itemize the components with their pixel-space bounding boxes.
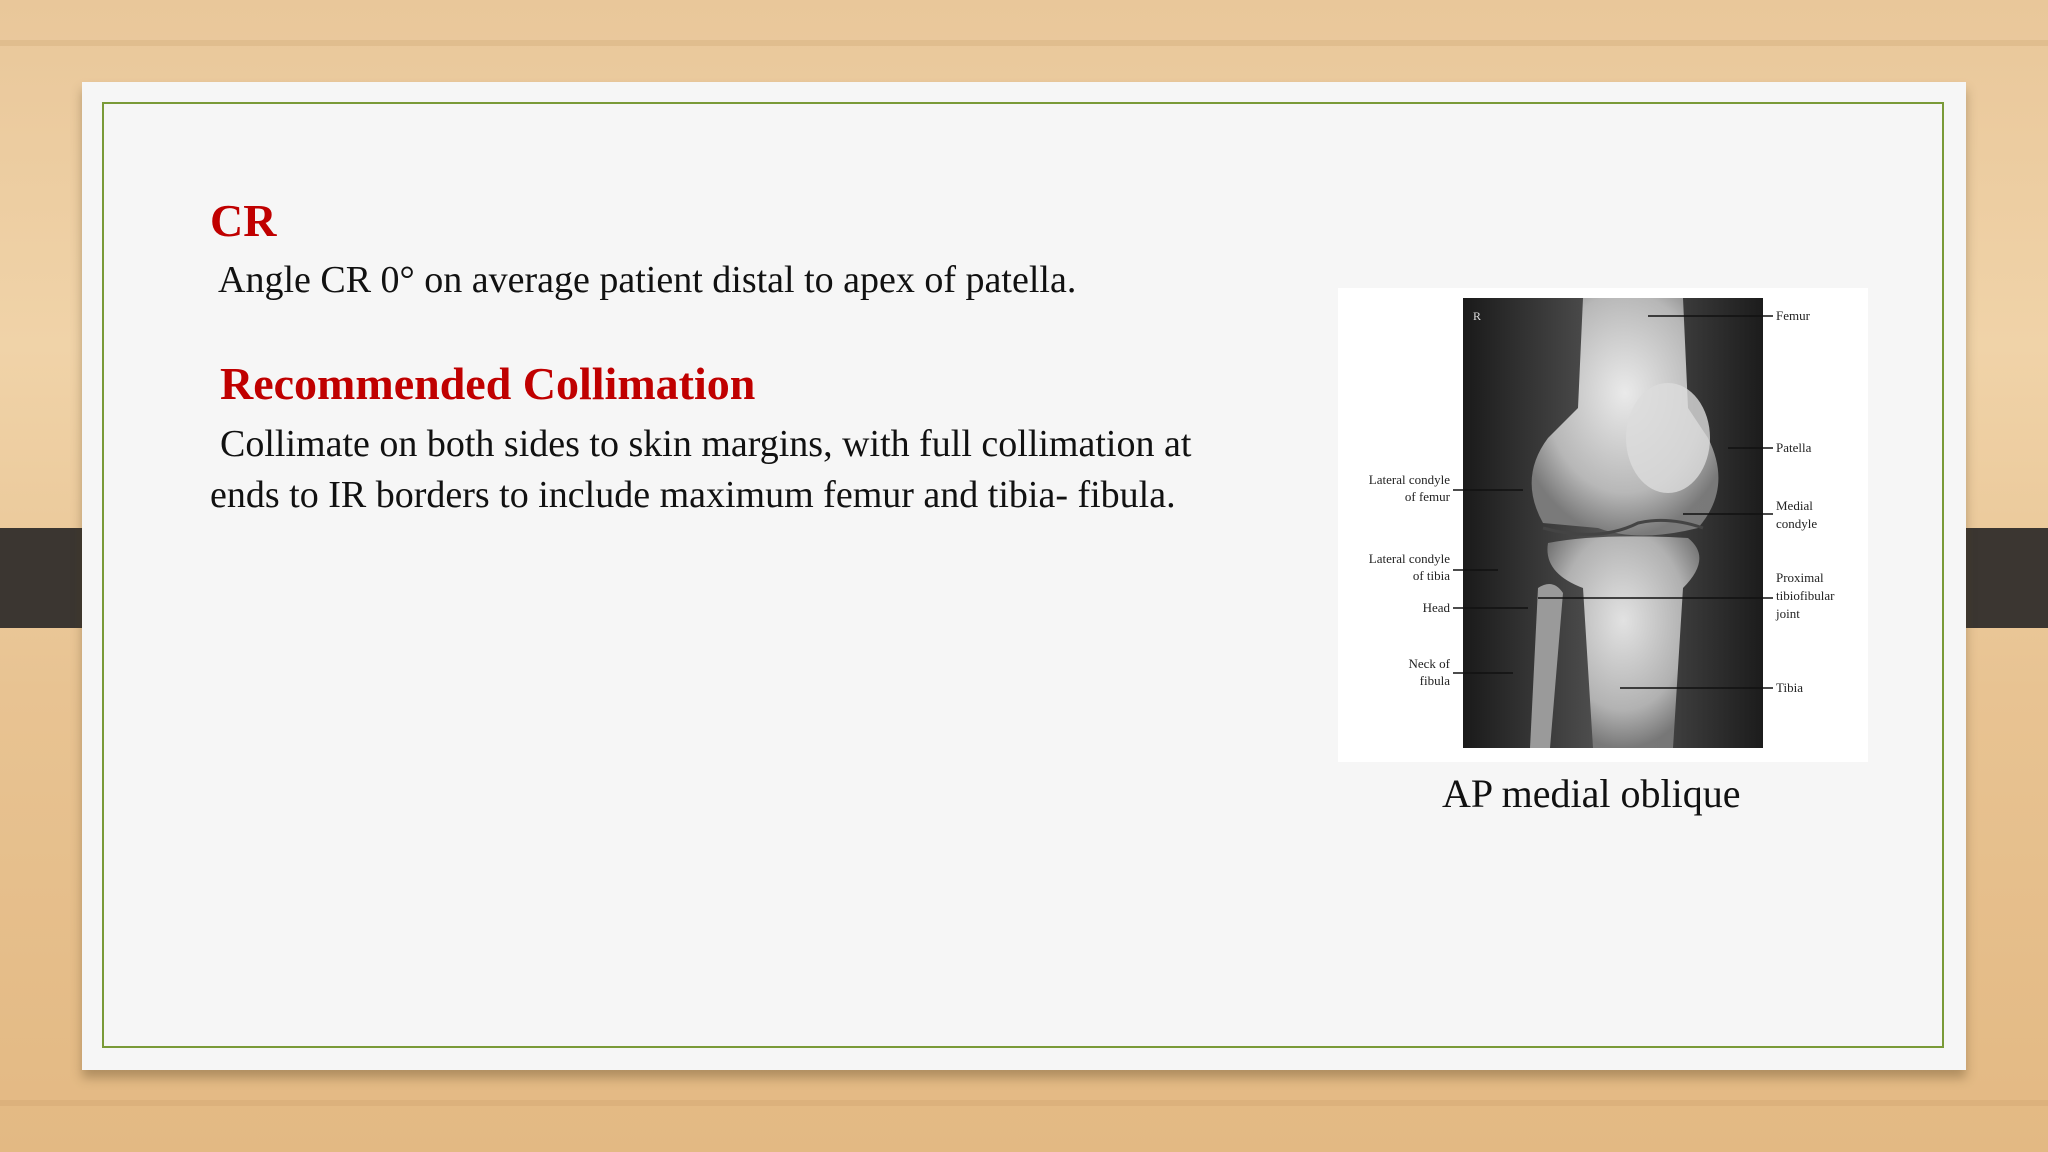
label-proximal-1: Proximal (1776, 570, 1824, 585)
label-head: Head (1422, 600, 1450, 615)
label-femur: Femur (1776, 308, 1810, 323)
label-medial-condyle-1: Medial (1776, 498, 1813, 513)
collimation-heading: Recommended Collimation (220, 358, 756, 409)
label-lat-condyle-tibia-1: Lateral condyle (1368, 551, 1450, 566)
knee-xray-figure (1338, 288, 1868, 762)
label-neck-2: fibula (1419, 673, 1450, 688)
label-neck-1: Neck of (1408, 656, 1450, 671)
label-lat-condyle-femur-1: Lateral condyle (1368, 472, 1450, 487)
figure-caption: AP medial oblique (1442, 771, 1741, 816)
cr-text: Angle CR 0° on average patient distal to apex of patella. (218, 259, 1077, 301)
label-lat-condyle-tibia-2: of tibia (1412, 568, 1450, 583)
label-patella: Patella (1776, 440, 1812, 455)
collimation-text-line2: ends to IR borders to include maximum femur and tibia- fibula. (210, 474, 1176, 516)
label-medial-condyle-2: condyle (1776, 516, 1818, 531)
collimation-text-line1: Collimate on both sides to skin margins, with full collimation at (220, 423, 1192, 465)
label-proximal-2: tibiofibular (1776, 588, 1835, 603)
wood-grain (0, 40, 2048, 46)
wood-grain (0, 1100, 2048, 1106)
label-tibia: Tibia (1776, 680, 1803, 695)
label-lat-condyle-femur-2: of femur (1404, 489, 1450, 504)
knee-xray-image (1338, 288, 1868, 762)
label-proximal-3: joint (1776, 606, 1800, 621)
cr-heading: CR (210, 195, 277, 246)
xray-marker: R (1473, 309, 1482, 323)
